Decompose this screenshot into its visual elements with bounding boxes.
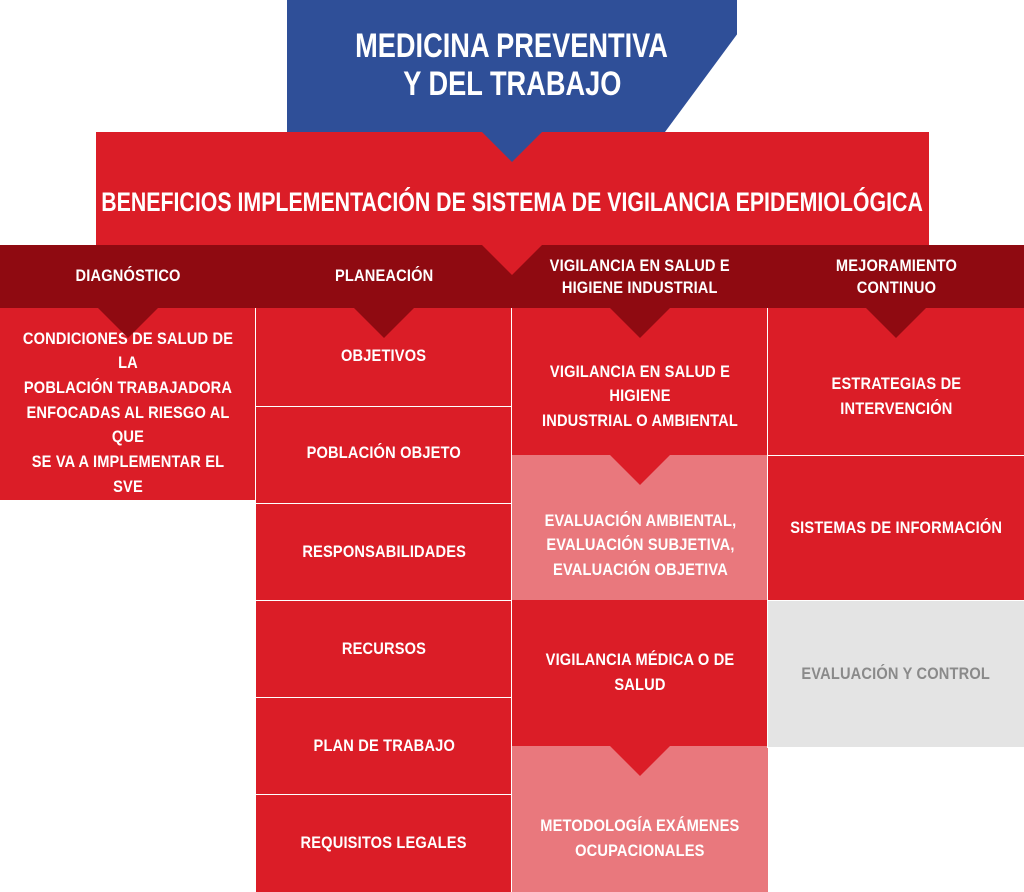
vigilancia-medica-pointer xyxy=(610,746,670,776)
column-header-vigilancia: VIGILANCIA EN SALUD E HIGIENE INDUSTRIAL xyxy=(549,256,731,297)
diagnostico-box: CONDICIONES DE SALUD DE LA POBLACIÓN TRABAJADORA ENFOCADAS AL RIESGO AL QUE SE VA A IMPLEMENTAR EL SVE xyxy=(0,308,256,500)
planeacion-pointer xyxy=(354,308,414,338)
mejoramiento-pointer xyxy=(866,308,926,338)
column-divider xyxy=(255,308,256,892)
vigilancia-item-metodologia: METODOLOGÍA EXÁMENES OCUPACIONALES xyxy=(512,746,768,892)
mejoramiento-item-evaluacion-control: EVALUACIÓN Y CONTROL xyxy=(768,601,1024,747)
vigilancia-pointer xyxy=(610,308,670,338)
page-title-line-1: MEDICINA PREVENTIVA xyxy=(355,27,669,65)
column-header-diagnostico: DIAGNÓSTICO xyxy=(75,266,181,286)
mejoramiento-item-estrategias: ESTRATEGIAS DE INTERVENCIÓN xyxy=(768,308,1024,455)
planeacion-item-requisitos-legales: REQUISITOS LEGALES xyxy=(256,795,512,892)
vigilancia-item-evaluacion: EVALUACIÓN AMBIENTAL, EVALUACIÓN SUBJETIVA, EVALUACIÓN OBJETIVA xyxy=(512,455,768,600)
column-header-mejoramiento: MEJORAMIENTO CONTINUO xyxy=(835,256,957,297)
diagnostico-pointer xyxy=(98,308,158,338)
vigilancia-item-higiene: VIGILANCIA EN SALUD E HIGIENE INDUSTRIAL O AMBIENTAL xyxy=(512,308,768,455)
page-title-line-2: Y DEL TRABAJO xyxy=(402,65,622,103)
column-header-planeacion: PLANEACIÓN xyxy=(334,266,434,286)
title-pointer xyxy=(482,132,542,162)
mejoramiento-item-sistemas: SISTEMAS DE INFORMACIÓN xyxy=(768,456,1024,600)
column-divider xyxy=(511,308,512,892)
planeacion-item-poblacion-objeto: POBLACIÓN OBJETO xyxy=(256,407,512,503)
page-title xyxy=(287,20,737,110)
subtitle-text: BENEFICIOS IMPLEMENTACIÓN DE SISTEMA DE VIGILANCIA EPIDEMIOLÓGICA xyxy=(101,186,924,217)
vigilancia-item-medica: VIGILANCIA MÉDICA O DE SALUD xyxy=(512,600,768,746)
planeacion-item-plan-de-trabajo: PLAN DE TRABAJO xyxy=(256,698,512,794)
vigilancia-higiene-pointer xyxy=(610,455,670,485)
planeacion-item-recursos: RECURSOS xyxy=(256,601,512,697)
planeacion-item-responsabilidades: RESPONSABILIDADES xyxy=(256,504,512,600)
column-divider xyxy=(767,308,768,748)
planeacion-item-objetivos: OBJETIVOS xyxy=(256,308,512,406)
